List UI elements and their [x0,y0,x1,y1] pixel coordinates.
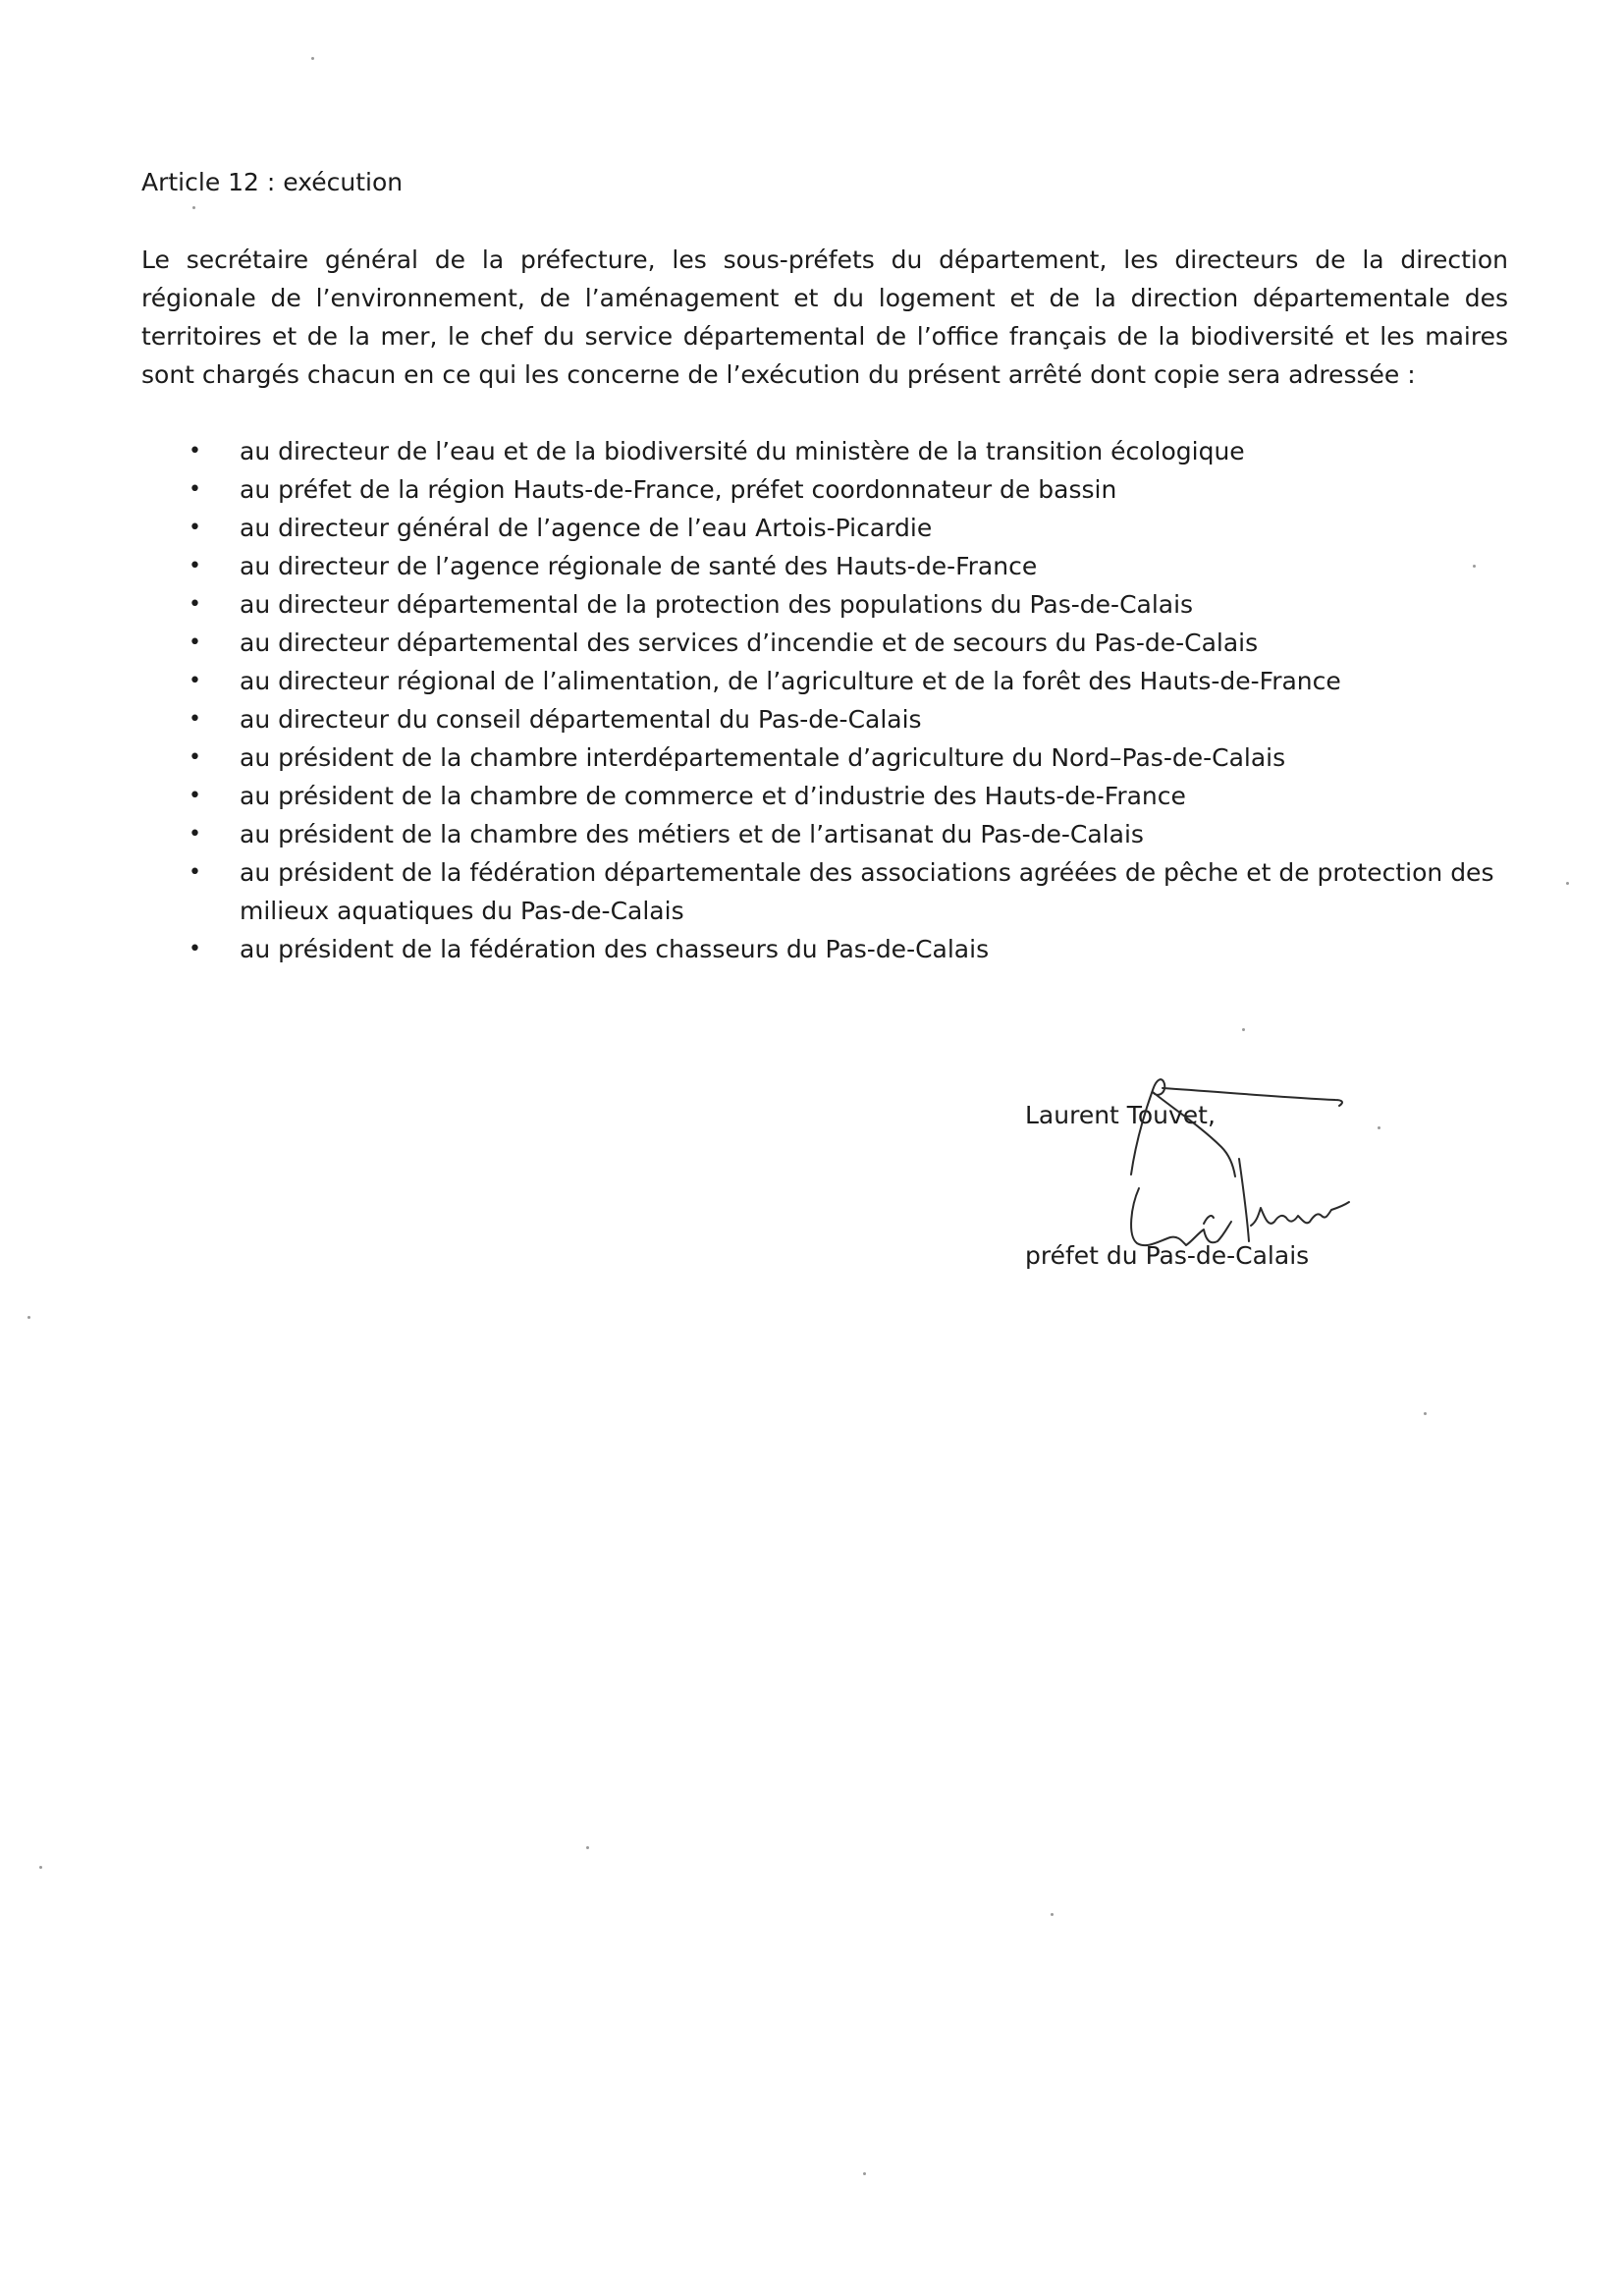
scan-speck [192,206,195,209]
recipient-item [141,470,1508,509]
recipient-item [141,853,1508,930]
bullet-icon: • [189,477,201,502]
recipient-item [141,930,1508,968]
bullet-icon: • [189,860,201,885]
recipients-list [141,432,1508,968]
recipient-text: au directeur départemental de la protection des populations du Pas-de-Calais [240,590,1194,619]
scan-speck [311,57,314,60]
article-heading: Article 12 : exécution [141,168,404,196]
recipient-text: au président de la fédération départementale des associations agréées de pêche et de protection des milieux aquatiques du Pas-de-Calais [240,858,1494,925]
scan-speck [1378,1126,1380,1129]
recipient-text: au président de la fédération des chasseurs du Pas-de-Calais [240,935,990,963]
recipient-item [141,547,1508,585]
recipient-item [141,700,1508,738]
signer-title: préfet du Pas-de-Calais [1025,1241,1310,1270]
scan-speck [1473,565,1476,568]
bullet-icon: • [189,707,201,732]
scan-speck [586,1846,589,1849]
scan-speck [1242,1028,1245,1031]
recipient-item [141,777,1508,815]
handwritten-signature-icon [1074,1049,1388,1265]
recipient-text: au président de la chambre des métiers et de l’artisanat du Pas-de-Calais [240,820,1144,848]
recipient-item [141,509,1508,547]
recipient-text: au directeur général de l’agence de l’eau Artois-Picardie [240,514,933,542]
scan-speck [1051,1913,1054,1916]
bullet-icon: • [189,592,201,617]
scan-speck [39,1866,42,1869]
recipient-text: au préfet de la région Hauts-de-France, préfet coordonnateur de bassin [240,475,1117,504]
bullet-icon: • [189,439,201,464]
recipient-item [141,624,1508,662]
scan-speck [1424,1412,1427,1415]
bullet-icon: • [189,822,201,847]
scan-speck [27,1316,30,1319]
scan-speck [863,2172,866,2175]
signature-block [1025,1098,1418,1285]
recipient-text: au directeur régional de l’alimentation, de l’agriculture et de la forêt des Hauts-de-France [240,667,1341,695]
bullet-icon: • [189,784,201,808]
recipient-item [141,432,1508,470]
signer-name: Laurent Touvet, [1025,1101,1216,1129]
recipient-text: au directeur de l’eau et de la biodiversité du ministère de la transition écologique [240,437,1245,465]
recipient-item [141,585,1508,624]
recipient-text: au directeur de l’agence régionale de santé des Hauts-de-France [240,552,1038,580]
scan-speck [1566,882,1569,885]
bullet-icon: • [189,745,201,770]
bullet-icon: • [189,630,201,655]
bullet-icon: • [189,669,201,693]
recipient-item [141,662,1508,700]
recipient-text: au directeur du conseil départemental du Pas-de-Calais [240,705,922,734]
bullet-icon: • [189,554,201,578]
bullet-icon: • [189,516,201,540]
recipient-text: au président de la chambre interdépartementale d’agriculture du Nord–Pas-de-Calais [240,743,1286,772]
recipient-item [141,738,1508,777]
recipient-text: au directeur départemental des services d’incendie et de secours du Pas-de-Calais [240,629,1259,657]
recipient-text: au président de la chambre de commerce et d’industrie des Hauts-de-France [240,782,1186,810]
bullet-icon: • [189,937,201,961]
recipient-item [141,815,1508,853]
body-paragraph: Le secrétaire général de la préfecture, les sous-préfets du département, les directeurs de la direction régionale de l’environnement, de l’aménagement et du logement et de la direction départementale des territoires et de la mer, le chef du service départemental de l’office français de la biodiversité et les maires sont chargés chacun en ce qui les concerne de l’exécution du présent arrêté dont copie sera adressée : [141,246,1508,389]
